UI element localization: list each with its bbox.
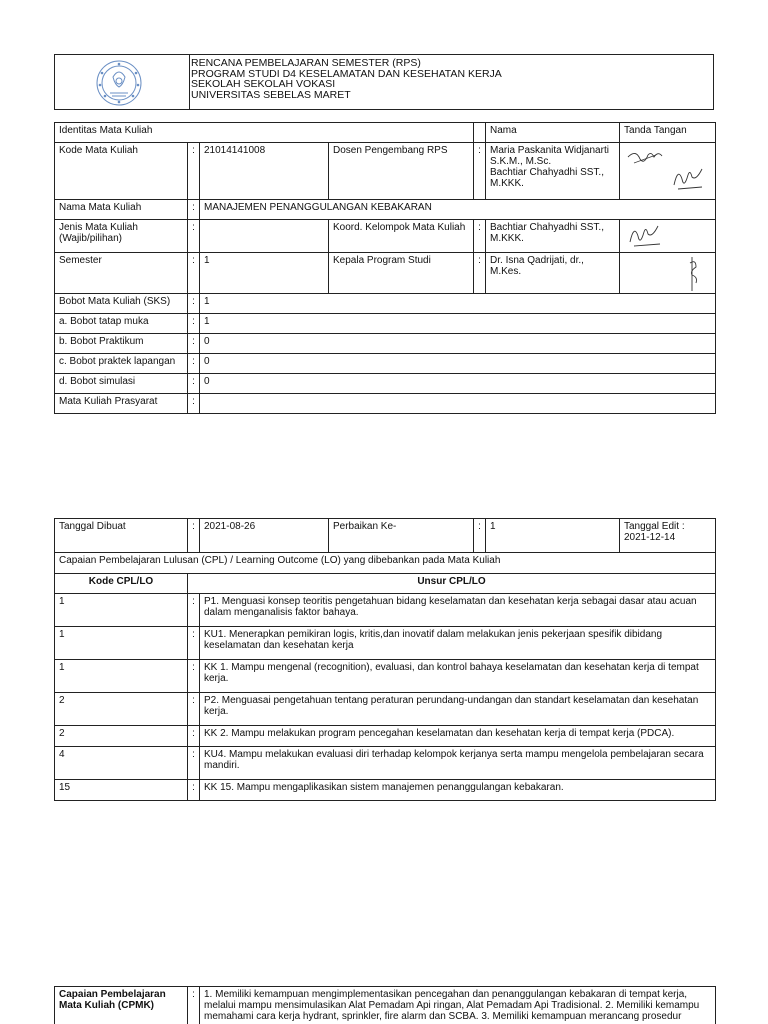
cpl-kode: 4 <box>55 747 188 780</box>
table-row: 1 : P1. Menguasi konsep teoritis pengetahuan bidang keselamatan dan kesehatan kerja sebagai dasar atau acuan dalam menganalisis faktor bahaya. <box>55 594 716 627</box>
semester-value: 1 <box>200 253 329 294</box>
cpl-kode: 2 <box>55 693 188 726</box>
cpl-unsur: KK 1. Mampu mengenal (recognition), evaluasi, dan kontrol bahaya keselamatan dan kesehatan kerja di tempat kerja. <box>200 660 716 693</box>
cpmk-table <box>54 986 716 1024</box>
logo-cell <box>55 55 190 109</box>
table-row: c. Bobot praktek lapangan : 0 <box>55 354 716 374</box>
signature-koord-icon <box>624 222 710 248</box>
table-row: 2 : KK 2. Mampu melakukan program pencegahan keselamatan dan kesehatan kerja di tempat kerja (PDCA). <box>55 726 716 747</box>
cpl-unsur: KU1. Menerapkan pemikiran logis, kritis,dan inovatif dalam melakukan jenis pekerjaan spesifik dibidang keselamatan dan kesehatan kerja <box>200 627 716 660</box>
table-row: Kode Mata Kuliah : 21014141008 Dosen Pengembang RPS : Maria Paskanita Widjanarti S.K.M., M.Sc. Bachtiar Chahyadhi SST., M.KKK. <box>55 143 716 200</box>
table-row: b. Bobot Praktikum : 0 <box>55 334 716 354</box>
table-row: a. Bobot tatap muka : 1 <box>55 314 716 334</box>
cpl-unsur: P1. Menguasi konsep teoritis pengetahuan bidang keselamatan dan kesehatan kerja sebagai dasar atau acuan dalam menganalisis faktor bahaya. <box>200 594 716 627</box>
cpl-unsur: P2. Menguasai pengetahuan tentang peraturan perundang-undangan dan standart keselamatan dan kesehatan kerja. <box>200 693 716 726</box>
dosen-name-1: Maria Paskanita Widjanarti S.K.M., M.Sc. <box>490 145 609 167</box>
perbaikan-value: 1 <box>486 519 620 553</box>
table-row: Tanggal Dibuat : 2021-08-26 Perbaikan Ke- : 1 Tanggal Edit : 2021-12-14 <box>55 519 716 553</box>
header-line-prodi: PROGRAM STUDI D4 KESELAMATAN DAN KESEHATAN KERJA <box>191 67 502 80</box>
lapangan-value: 0 <box>200 354 716 374</box>
table-row: Mata Kuliah Prasyarat : <box>55 394 716 414</box>
cpl-unsur: KK 15. Mampu mengaplikasikan sistem manajemen penanggulangan kebakaran. <box>200 780 716 801</box>
praktikum-label: b. Bobot Praktikum <box>55 334 188 354</box>
prasyarat-value <box>200 394 716 414</box>
praktikum-value: 0 <box>200 334 716 354</box>
signature-cell <box>620 143 716 200</box>
col-header-identitas: Identitas Mata Kuliah <box>55 123 474 143</box>
simulasi-label: d. Bobot simulasi <box>55 374 188 394</box>
simulasi-value: 0 <box>200 374 716 394</box>
col-header-ttd: Tanda Tangan <box>620 123 716 143</box>
signature-dosen-icon <box>624 145 710 195</box>
signature-kaprodi-icon <box>624 255 710 291</box>
kaprodi-label: Kepala Program Studi <box>329 253 474 294</box>
tatap-label: a. Bobot tatap muka <box>55 314 188 334</box>
cpl-unsur: KK 2. Mampu melakukan program pencegahan keselamatan dan kesehatan kerja di tempat kerja (PDCA). <box>200 726 716 747</box>
cpmk-clip <box>0 986 768 1024</box>
table-row: 15 : KK 15. Mampu mengaplikasikan sistem manajemen penanggulangan kebakaran. <box>55 780 716 801</box>
university-logo-icon <box>55 55 189 109</box>
tanggal-value: 2021-08-26 <box>200 519 329 553</box>
document-header <box>54 54 714 110</box>
kode-label: Kode Mata Kuliah <box>55 143 188 200</box>
col-header-kode: Kode CPL/LO <box>55 574 188 594</box>
table-row: 1 : KK 1. Mampu mengenal (recognition), evaluasi, dan kontrol bahaya keselamatan dan kesehatan kerja di tempat kerja. <box>55 660 716 693</box>
perbaikan-label: Perbaikan Ke- <box>329 519 474 553</box>
tanggal-edit: Tanggal Edit : 2021-12-14 <box>620 519 716 553</box>
table-row: d. Bobot simulasi : 0 <box>55 374 716 394</box>
table-row: Nama Mata Kuliah : MANAJEMEN PENANGGULANGAN KEBAKARAN <box>55 200 716 220</box>
cpl-table <box>54 518 716 801</box>
bobot-label: Bobot Mata Kuliah (SKS) <box>55 294 188 314</box>
semester-label: Semester <box>55 253 188 294</box>
header-title-block <box>191 58 502 100</box>
header-line-universitas: UNIVERSITAS SEBELAS MARET <box>191 88 351 101</box>
jenis-label: Jenis Mata Kuliah (Wajib/pilihan) <box>55 220 188 253</box>
col-header-nama: Nama <box>486 123 620 143</box>
identity-table <box>54 122 716 414</box>
cpmk-label: Capaian Pembelajaran Mata Kuliah (CPMK) <box>55 987 188 1024</box>
koord-label: Koord. Kelompok Mata Kuliah <box>329 220 474 253</box>
tatap-value: 1 <box>200 314 716 334</box>
table-row: 4 : KU4. Mampu melakukan evaluasi diri terhadap kelompok kerjanya serta mampu mengelola pembelajaran secara mandiri. <box>55 747 716 780</box>
prasyarat-label: Mata Kuliah Prasyarat <box>55 394 188 414</box>
bobot-value: 1 <box>200 294 716 314</box>
cpl-section-title: Capaian Pembelajaran Lulusan (CPL) / Learning Outcome (LO) yang dibebankan pada Mata Kuliah <box>55 553 716 574</box>
cpl-kode: 1 <box>55 594 188 627</box>
cpmk-value: 1. Memiliki kemampuan mengimplementasikan pencegahan dan penanggulangan kebakaran di tempat kerja, melalui mampu mensimulasikan Alat Pemadam Api ringan, Alat Pemadam Api Tradisional. 2. Memiliki kemampu memahami cara kerja hydrant, sprinkler, fire alarm dan SCBA. 3. Memiliki kemampuan merancang prosedur <box>200 987 716 1024</box>
header-line-rps: RENCANA PEMBELAJARAN SEMESTER (RPS) <box>191 57 421 69</box>
header-line-sekolah: SEKOLAH SEKOLAH VOKASI <box>191 78 336 90</box>
lapangan-label: c. Bobot praktek lapangan <box>55 354 188 374</box>
cpl-kode: 2 <box>55 726 188 747</box>
table-row: Bobot Mata Kuliah (SKS) : 1 <box>55 294 716 314</box>
jenis-value <box>200 220 329 253</box>
nama-value: MANAJEMEN PENANGGULANGAN KEBAKARAN <box>200 200 716 220</box>
table-row: Jenis Mata Kuliah (Wajib/pilihan) : Koord. Kelompok Mata Kuliah : Bachtiar Chahyadhi SST., M.KKK. <box>55 220 716 253</box>
table-row <box>55 123 716 143</box>
table-row <box>55 553 716 574</box>
dosen-label: Dosen Pengembang RPS <box>329 143 474 200</box>
cpl-kode: 15 <box>55 780 188 801</box>
kaprodi-name: Dr. Isna Qadrijati, dr., M.Kes. <box>486 253 620 294</box>
cpl-kode: 1 <box>55 660 188 693</box>
kode-value: 21014141008 <box>200 143 329 200</box>
table-row: Semester : 1 Kepala Program Studi : Dr. Isna Qadrijati, dr., M.Kes. <box>55 253 716 294</box>
cpl-kode: 1 <box>55 627 188 660</box>
table-row <box>55 574 716 594</box>
koord-name: Bachtiar Chahyadhi SST., M.KKK. <box>486 220 620 253</box>
dosen-name-2: Bachtiar Chahyadhi SST., M.KKK. <box>490 167 604 189</box>
table-row: 1 : KU1. Menerapkan pemikiran logis, kritis,dan inovatif dalam melakukan jenis pekerjaan spesifik dibidang keselamatan dan kesehatan kerja <box>55 627 716 660</box>
tanggal-label: Tanggal Dibuat <box>55 519 188 553</box>
table-row: 2 : P2. Menguasai pengetahuan tentang peraturan perundang-undangan dan standart keselamatan dan kesehatan kerja. <box>55 693 716 726</box>
nama-label: Nama Mata Kuliah <box>55 200 188 220</box>
table-row: Capaian Pembelajaran Mata Kuliah (CPMK) : 1. Memiliki kemampuan mengimplementasikan pencegahan dan penanggulangan kebakaran di tempat kerja, melalui mampu mensimulasikan Alat Pemadam Api ringan, Alat Pemadam Api Tradisional. 2. Memiliki kemampu memahami cara kerja hydrant, sprinkler, fire alarm dan SCBA. 3. Memiliki kemampuan merancang prosedur <box>55 987 716 1024</box>
cpl-unsur: KU4. Mampu melakukan evaluasi diri terhadap kelompok kerjanya serta mampu mengelola pembelajaran secara mandiri. <box>200 747 716 780</box>
col-header-unsur: Unsur CPL/LO <box>188 574 716 594</box>
